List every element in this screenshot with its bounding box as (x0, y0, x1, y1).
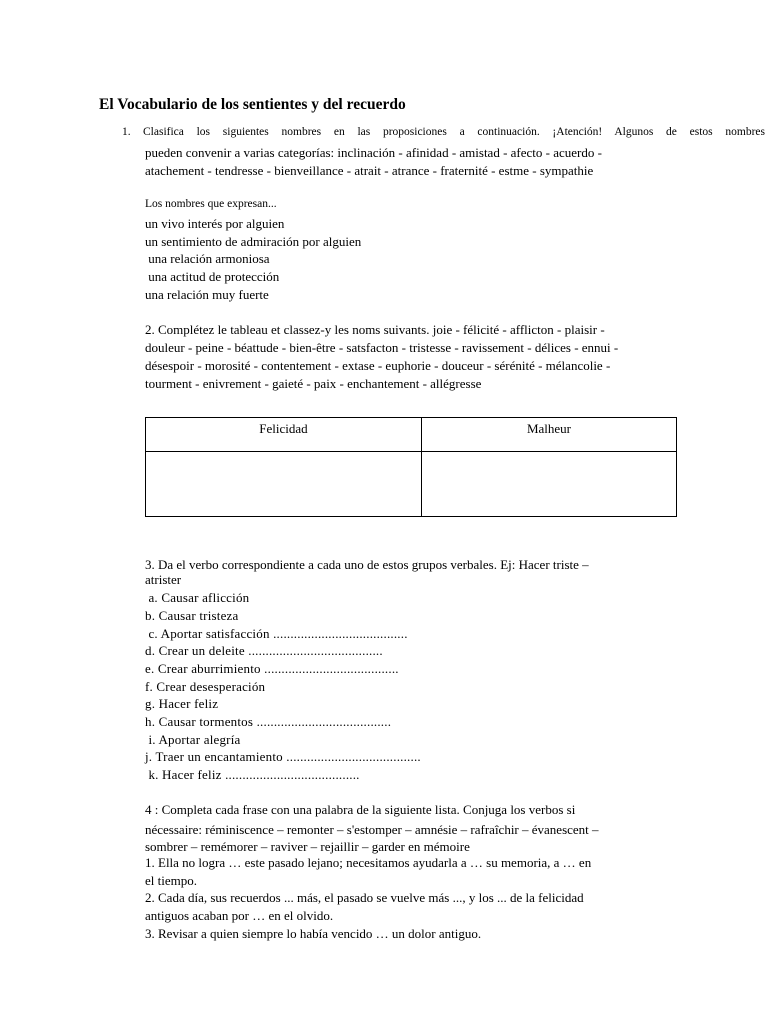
q3-item: k. Hacer feliz ....................................... (145, 767, 360, 782)
q3-item: g. Hacer feliz (145, 696, 219, 711)
q3-instruction-line-2: atrister (145, 572, 182, 587)
q1-item: un sentimiento de admiración por alguien (145, 234, 362, 249)
q3-item: j. Traer un encantamiento ....................................... (145, 749, 421, 764)
q1-instruction-line-3: atachement - tendresse - bienveillance - atrait - atrance - fraternité - estme - sympathie (145, 163, 594, 178)
q1-number: 1. (122, 126, 131, 138)
q3-item: d. Crear un deleite ....................................... (145, 643, 383, 658)
document-title: El Vocabulario de los sentientes y del recuerdo (99, 96, 406, 113)
q3-item: f. Crear desesperación (145, 679, 266, 694)
q2-line: tourment - enivrement - gaieté - paix - enchantement - allégresse (145, 376, 482, 391)
q4-line: 2. Cada día, sus recuerdos ... más, el pasado se vuelve más ..., y los ... de la felicidad (145, 890, 584, 905)
table-header-felicidad: Felicidad (146, 418, 422, 452)
q3-item: b. Causar tristeza (145, 608, 239, 623)
q2-line: douleur - peine - béattude - bien-être - satsfacton - tristesse - ravissement - délices - ennui - (145, 340, 619, 355)
q1-item: una relación armoniosa (145, 251, 270, 266)
q4-line: 4 : Completa cada frase con una palabra de la siguiente lista. Conjuga los verbos si (145, 802, 576, 817)
q4-line: 1. Ella no logra … este pasado lejano; necesitamos ayudarla a … su memoria, a … en (145, 855, 592, 870)
q1-item: una actitud de protección (145, 269, 280, 284)
q3-instruction-line-1: 3. Da el verbo correspondiente a cada uno de estos grupos verbales. Ej: Hacer triste – (145, 557, 589, 572)
q4-line: 3. Revisar a quien siempre lo había vencido … un dolor antiguo. (145, 926, 482, 941)
q3-item: a. Causar aflicción (145, 590, 250, 605)
q2-line: désespoir - morosité - contentement - extase - euphorie - douceur - sérénité - mélancolie - (145, 358, 611, 373)
table-cell-malheur[interactable] (421, 452, 676, 517)
q3-item: i. Aportar alegría (145, 732, 241, 747)
q1-intro: Los nombres que expresan... (145, 198, 277, 210)
q3-item: c. Aportar satisfacción ....................................... (145, 626, 408, 641)
q4-line: sombrer – remémorer – raviver – rejaillir – garder en mémoire (145, 839, 470, 854)
q3-item: e. Crear aburrimiento ....................................... (145, 661, 399, 676)
q4-line: nécessaire: réminiscence – remonter – s'estomper – amnésie – rafraîchir – évanescent – (145, 822, 599, 837)
q3-item: h. Causar tormentos ....................................... (145, 714, 392, 729)
q2-line: 2. Complétez le tableau et classez-y les noms suivants. joie - félicité - afflicton - plaisir - (145, 322, 605, 337)
q1-item: una relación muy fuerte (145, 287, 269, 302)
classification-table (145, 417, 677, 517)
q1-instruction-line-2: pueden convenir a varias categorías: inclinación - afinidad - amistad - afecto - acuerdo - (145, 145, 602, 160)
q1-item: un vivo interés por alguien (145, 216, 285, 231)
q4-line: el tiempo. (145, 873, 197, 888)
table-header-malheur: Malheur (421, 418, 676, 452)
table-cell-felicidad[interactable] (146, 452, 422, 517)
q4-line: antiguos acaban por … en el olvido. (145, 908, 334, 923)
q1-instruction-line-1: Clasifica los siguientes nombres en las proposiciones a continuación. ¡Atención! Algunos de estos nombres (143, 126, 765, 138)
